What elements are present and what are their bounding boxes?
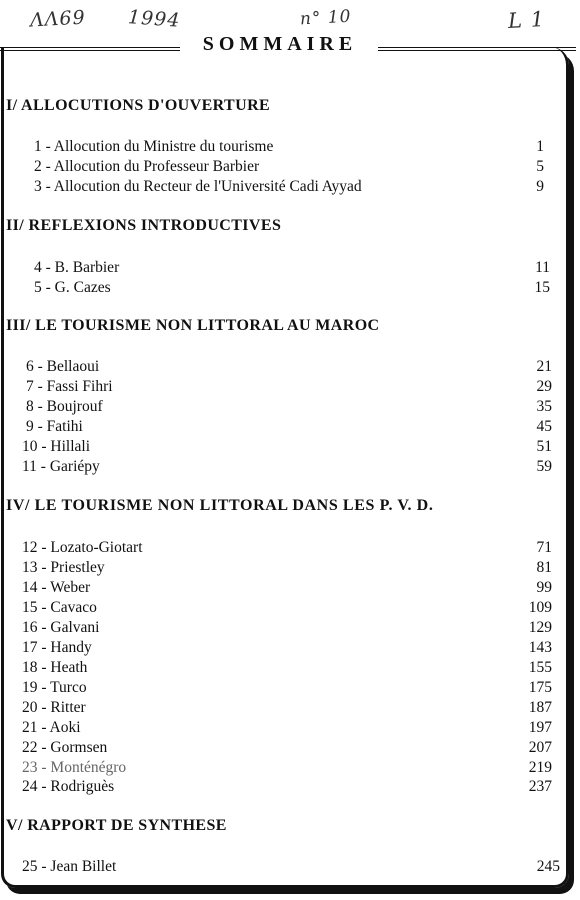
entry-label: 3 - Allocution du Recteur de l'Université Cadi Ayyad [34,178,362,195]
entry-page: 1 [536,138,544,155]
toc-entry [22,558,552,578]
entry-label: 6 - Bellaoui [26,358,100,375]
entry-page: 5 [536,158,544,175]
entry-page: 219 [528,759,552,776]
toc-entry [34,177,544,197]
toc-entry [26,417,552,437]
toc-entry [22,857,560,877]
entry-label: 25 - Jean Billet [22,858,117,875]
entry-label: 19 - Turco [22,679,87,696]
entry-label: 12 - Lozato-Giotart [22,539,143,556]
entry-page: 81 [536,559,552,576]
handwritten-mark: L 1 [507,7,546,33]
entry-page: 9 [536,178,544,195]
entry-label: 18 - Heath [22,659,88,676]
toc-entry [26,357,552,377]
toc-entry [22,578,552,598]
entry-page: 99 [536,579,552,596]
toc-entry [22,758,552,778]
entry-page: 207 [528,739,552,756]
entry-label: 10 - Hillali [22,438,91,455]
entry-page: 35 [536,398,552,415]
handwritten-note: ΛΛ69 [29,6,87,32]
entry-label: 23 - Monténégro [22,759,127,776]
toc-entry [22,437,552,457]
toc-entry [22,658,552,678]
entry-label: 17 - Handy [22,639,92,656]
entry-page: 109 [528,599,552,616]
entry-page: 129 [528,619,552,636]
section-heading-2: II/ REFLEXIONS INTRODUCTIVES [6,217,282,234]
entry-page: 155 [528,659,552,676]
entry-label: 21 - Aoki [22,719,81,736]
entry-label: 13 - Priestley [22,559,105,576]
section-heading-4: IV/ LE TOURISME NON LITTORAL DANS LES P. V. D. [6,497,434,514]
entry-page: 197 [528,719,552,736]
toc-entry [34,278,550,298]
entry-page: 29 [536,378,552,395]
entry-label: 1 - Allocution du Ministre du tourisme [34,138,274,155]
entry-label: 11 - Gariépy [22,458,100,475]
handwritten-year: 1994 [127,6,182,32]
entry-page: 175 [528,679,552,696]
toc-entry [22,638,552,658]
entry-label: 9 - Fatihi [26,418,83,435]
entry-label: 2 - Allocution du Professeur Barbier [34,158,260,175]
entry-label: 5 - G. Cazes [34,279,111,296]
toc-entry [22,678,552,698]
entry-page: 143 [528,639,552,656]
toc-entry [22,738,552,758]
entry-page: 15 [534,279,550,296]
entry-label: 20 - Ritter [22,699,86,716]
section-heading-5: V/ RAPPORT DE SYNTHESE [6,817,227,834]
entry-label: 24 - Rodriguès [22,778,115,795]
entry-page: 11 [535,259,550,276]
toc-entry [34,157,544,177]
section-heading-1: I/ ALLOCUTIONS D'OUVERTURE [6,97,271,114]
entry-label: 4 - B. Barbier [34,259,120,276]
toc-entry [26,377,552,397]
entry-page: 51 [536,438,552,455]
entry-page: 71 [536,539,552,556]
toc-entry [34,258,550,278]
toc-entry [22,538,552,558]
entry-page: 245 [536,858,560,875]
entry-label: 7 - Fassi Fihri [26,378,113,395]
entry-label: 15 - Cavaco [22,599,97,616]
entry-label: 22 - Gormsen [22,739,108,756]
entry-label: 8 - Boujrouf [26,398,103,415]
entry-page: 21 [536,358,552,375]
entry-page: 187 [528,699,552,716]
entry-label: 16 - Galvani [22,619,100,636]
page-title: SOMMAIRE [202,33,358,55]
toc-entry [22,718,552,738]
entry-page: 59 [536,458,552,475]
toc-entry [22,777,552,797]
toc-entry [22,457,552,477]
toc-entry [22,598,552,618]
entry-page: 45 [536,418,552,435]
section-heading-3: III/ LE TOURISME NON LITTORAL AU MAROC [6,317,380,334]
toc-entry [22,618,552,638]
entry-page: 237 [528,778,552,795]
handwritten-number: n° 10 [299,6,352,30]
entry-label: 14 - Weber [22,579,91,596]
toc-entry [34,137,544,157]
toc-entry [26,397,552,417]
toc-entry [22,698,552,718]
